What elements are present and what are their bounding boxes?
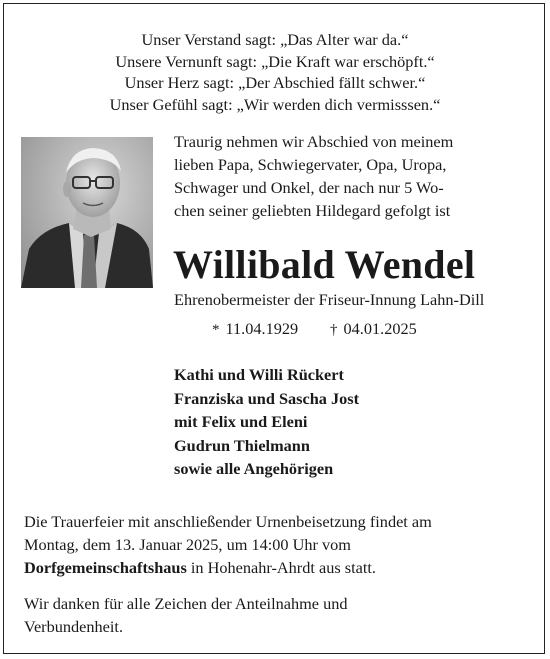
death-symbol: † [330,322,338,338]
funeral-line-suffix: in Hohenahr-Ahrdt aus statt. [186,558,376,577]
mourner-line: Gudrun Thielmann [174,435,310,455]
poem-line: Unser Verstand sagt: „Das Alter war da.“ [141,30,409,49]
deceased-name: Willibald Wendel [173,242,476,287]
mourner-line: Kathi und Willi Rückert [174,365,344,384]
intro-line: Schwager und Onkel, der nach nur 5 Wo- [174,178,444,197]
intro-line: Traurig nehmen wir Abschied von meinem [174,132,454,151]
funeral-line: Montag, dem 13. Januar 2025, um 14:00 Uhr vom [24,535,351,554]
mourner-line: mit Felix und Eleni [174,412,308,432]
thanks-line: Verbundenheit. [24,617,124,636]
mourner-line: sowie alle Angehörigen [174,459,334,479]
mourner-line: Franziska und Sascha Jost [174,388,360,408]
intro-line: chen seiner geliebten Hildegard gefolgt ist [174,201,451,220]
death-date-line [330,319,417,340]
thanks-text [24,592,529,638]
intro-text [174,130,534,222]
funeral-info [24,510,529,579]
thanks-line: Wir danken für alle Zeichen der Anteilnahme und [24,594,348,613]
poem-line: Unser Herz sagt: „Der Abschied fällt schwer.“ [124,73,426,92]
birth-symbol: * [212,322,220,338]
funeral-venue: Dorfgemeinschaftshaus [24,558,187,577]
poem [0,29,550,115]
poem-line: Unser Gefühl sagt: „Wir werden dich vermisssen.“ [109,94,441,114]
funeral-line: Die Trauerfeier mit anschließender Urnenbeisetzung findet am [24,512,432,531]
funeral-line [24,556,529,579]
portrait-photo [21,137,153,288]
birth-date: 11.04.1929 [225,319,299,338]
intro-line: lieben Papa, Schwiegervater, Opa, Uropa, [174,155,447,174]
death-date: 04.01.2025 [343,319,417,338]
poem-line: Unsere Vernunft sagt: „Die Kraft war erschöpft.“ [115,51,435,71]
deceased-title: Ehrenobermeister der Friseur-Innung Lahn-Dill [174,290,485,309]
birth-date-line [212,319,298,340]
mourners-list [174,363,359,481]
